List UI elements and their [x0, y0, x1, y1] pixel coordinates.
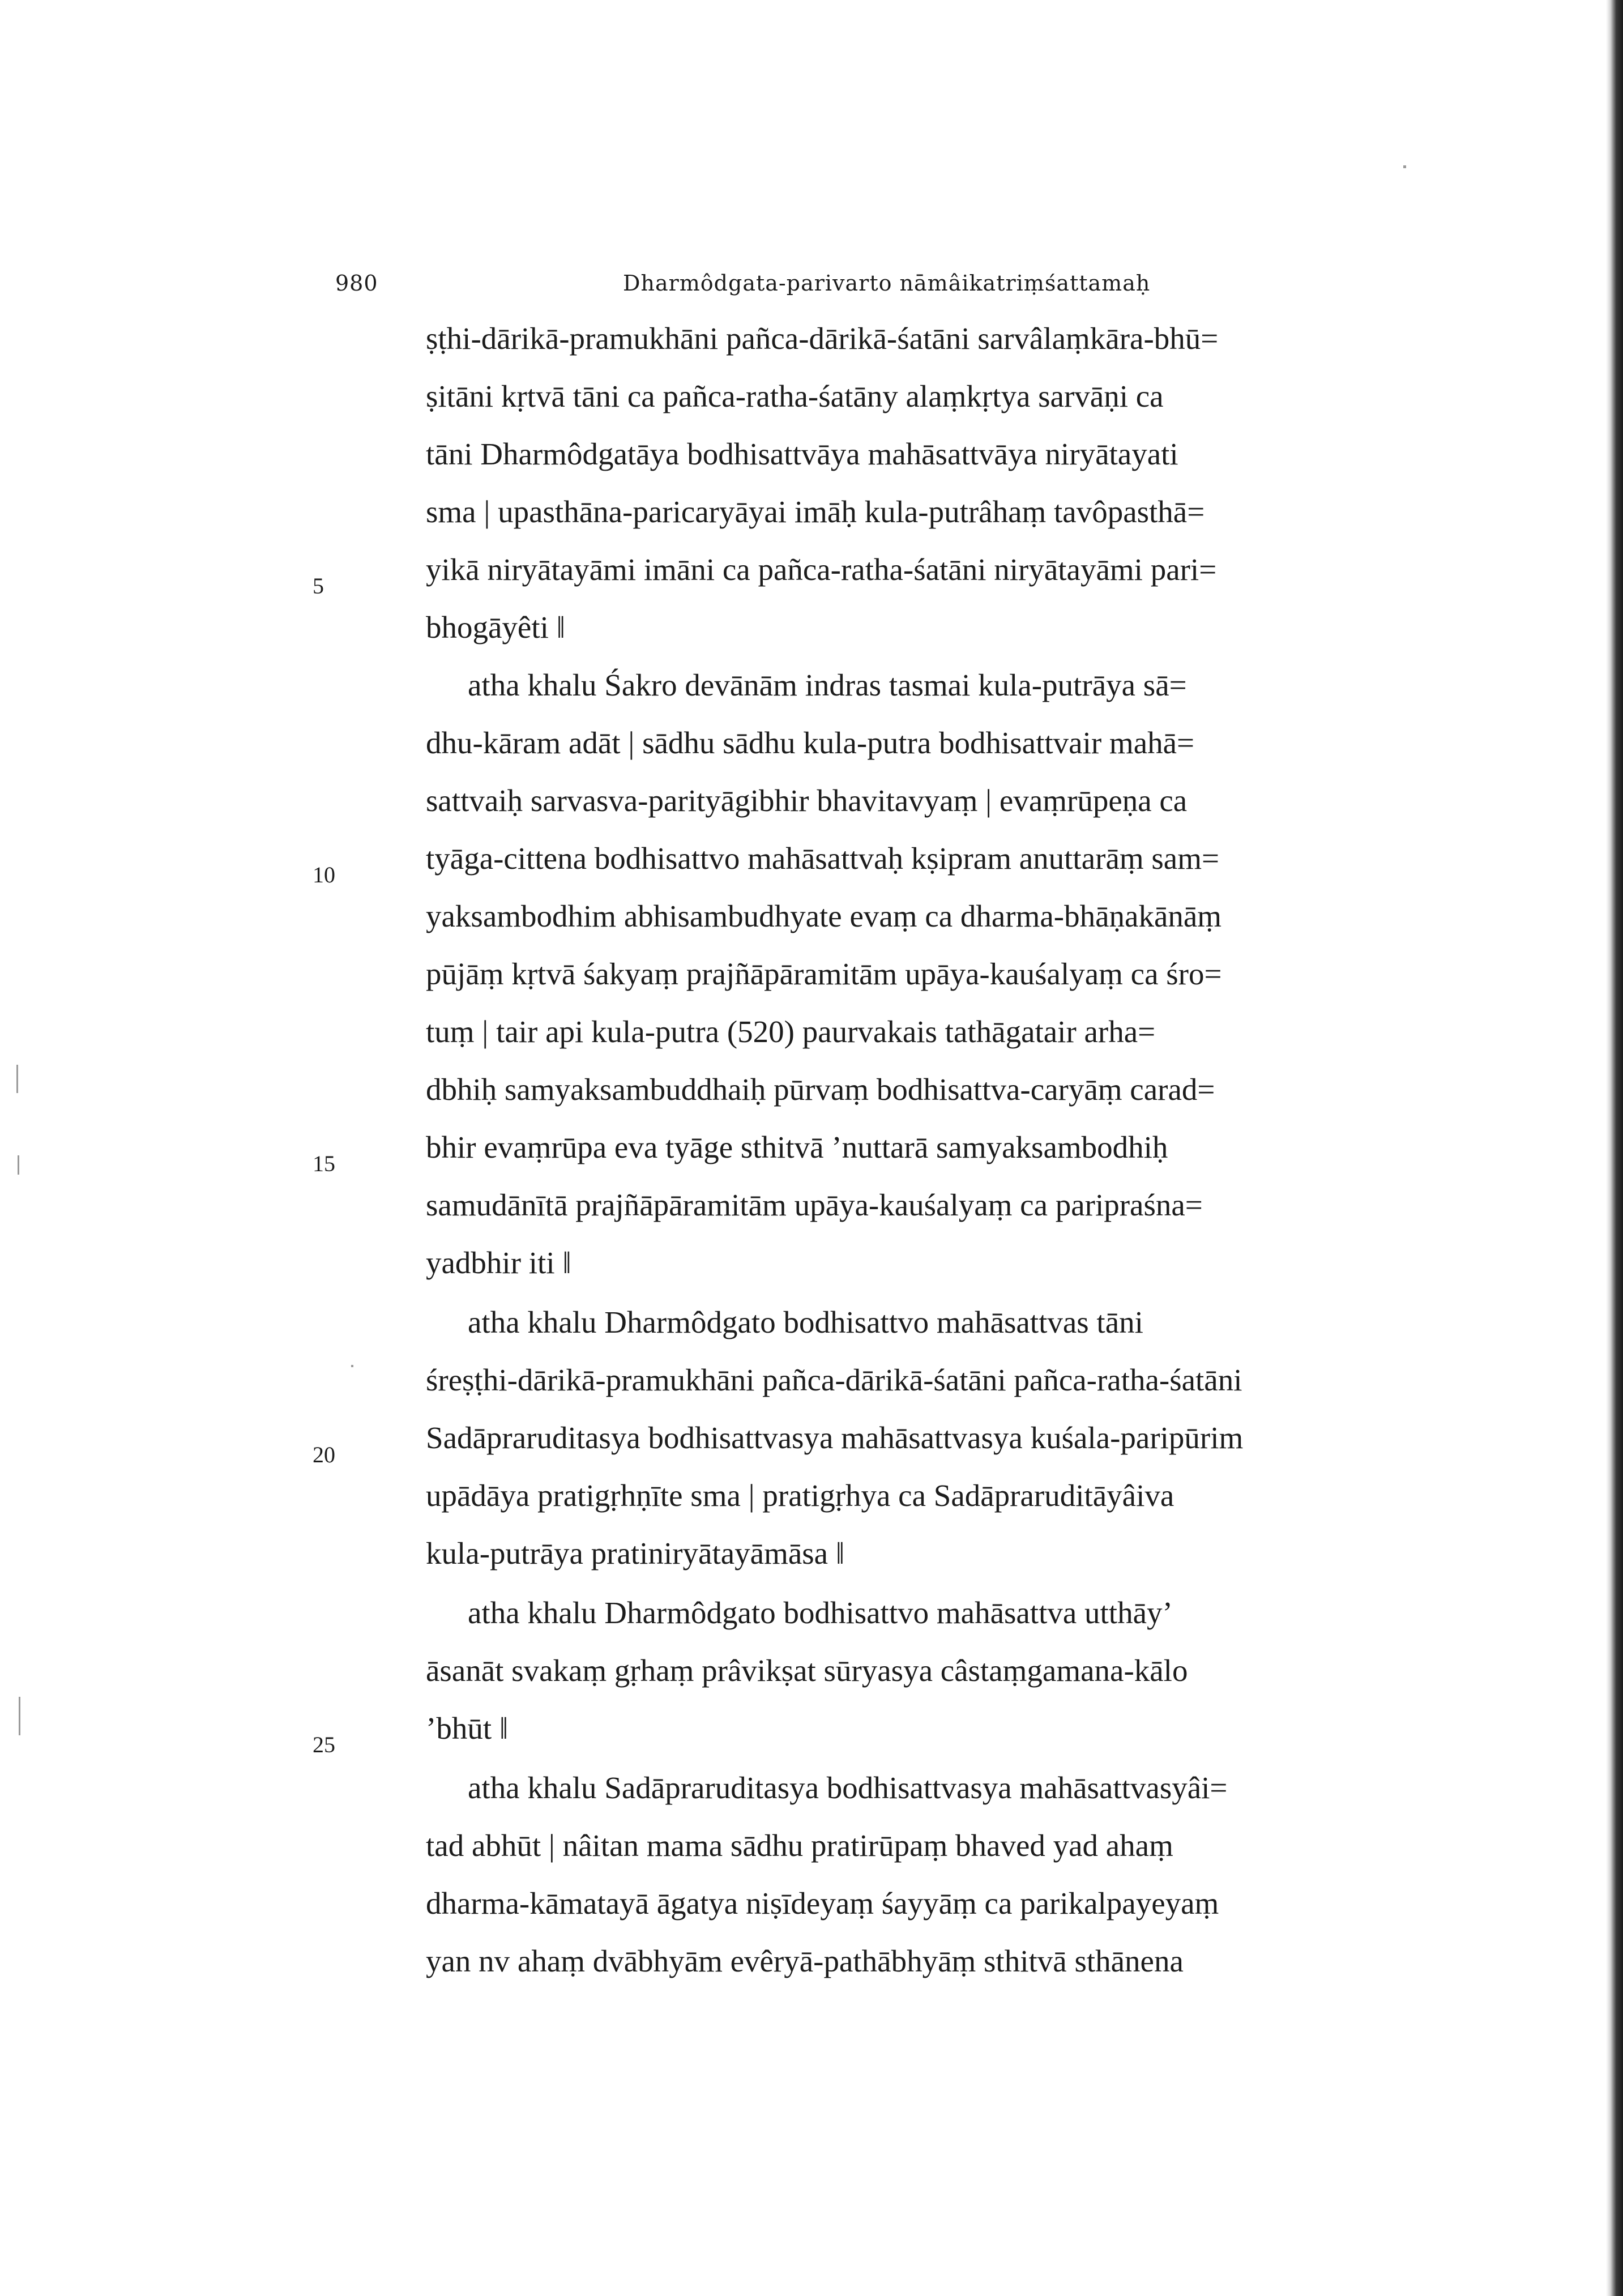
line-number-25: 25: [313, 1732, 335, 1757]
text-line-15: bhir evaṃrūpa eva tyāge sthitvā ’nuttarā samyaksambodhiḥ: [426, 1130, 1168, 1164]
text-line-29: yan nv ahaṃ dvābhyām evêryā-pathābhyāṃ sthitvā sthānena: [426, 1944, 1184, 1978]
text-line-24: āsanāt svakaṃ gṛhaṃ prâvikṣat sūryasya câstaṃgamana-kālo: [426, 1653, 1188, 1688]
scan-speck: [19, 1697, 20, 1735]
text-line-14: dbhiḥ samyaksambuddhaiḥ pūrvaṃ bodhisattva-caryāṃ carad=: [426, 1072, 1215, 1107]
text-line-27: tad abhūt | nâitan mama sādhu pratirūpaṃ bhaved yad ahaṃ: [426, 1828, 1173, 1863]
text-line-9: sattvaiḥ sarvasva-parityāgibhir bhavitavyaṃ | evaṃrūpeṇa ca: [426, 783, 1188, 818]
text-line-10: tyāga-cittena bodhisattvo mahāsattvaḥ kṣipram anuttarāṃ sam=: [426, 841, 1219, 876]
line-number-15: 15: [313, 1151, 335, 1176]
page-binding-shadow: [1606, 0, 1623, 2296]
text-line-20: Sadāpraruditasya bodhisattvasya mahāsattvasya kuśala-paripūrim: [426, 1420, 1244, 1455]
text-line-12: pūjāṃ kṛtvā śakyaṃ prajñāpāramitām upāya-kauśalyaṃ ca śro=: [426, 957, 1222, 991]
scan-speck: [18, 1155, 19, 1175]
text-line-26: atha khalu Sadāpraruditasya bodhisattvasya mahāsattvasyâi=: [468, 1770, 1228, 1805]
scan-speck: [1403, 165, 1406, 168]
text-line-2: ṣitāni kṛtvā tāni ca pañca-ratha-śatāny alaṃkṛtya sarvāṇi ca: [426, 379, 1164, 413]
text-line-8: dhu-kāram adāt | sādhu sādhu kula-putra bodhisattvair mahā=: [426, 725, 1195, 760]
line-number-10: 10: [313, 862, 335, 887]
text-line-22: kula-putrāya pratiniryātayāmāsa ‖: [426, 1536, 845, 1571]
text-line-3: tāni Dharmôdgatāya bodhisattvāya mahāsattvāya niryātayati: [426, 437, 1178, 471]
page-number: 980: [335, 271, 378, 296]
text-line-18: atha khalu Dharmôdgato bodhisattvo mahāsattvas tāni: [468, 1305, 1143, 1339]
text-line-21: upādāya pratigṛhṇīte sma | pratigṛhya ca Sadāpraruditāyâiva: [426, 1478, 1174, 1513]
text-line-11: yaksambodhim abhisambudhyate evaṃ ca dharma-bhāṇakānāṃ: [426, 899, 1222, 933]
line-number-5: 5: [313, 573, 324, 599]
text-line-25: ’bhūt ‖: [426, 1711, 509, 1746]
line-number-20: 20: [313, 1442, 335, 1467]
text-line-16: samudānītā prajñāpāramitām upāya-kauśalyaṃ ca paripraśna=: [426, 1188, 1203, 1222]
text-line-13: tuṃ | tair api kula-putra (520) paurvakais tathāgatair arha=: [426, 1014, 1156, 1049]
scan-speck: [351, 1365, 353, 1367]
text-line-7: atha khalu Śakro devānām indras tasmai kula-putrāya sā=: [468, 668, 1187, 702]
text-line-6: bhogāyêti ‖: [426, 610, 566, 645]
text-line-5: yikā niryātayāmi imāni ca pañca-ratha-śatāni niryātayāmi pari=: [426, 552, 1217, 587]
text-line-4: sma | upasthāna-paricaryāyai imāḥ kula-putrâhaṃ tavôpasthā=: [426, 494, 1205, 529]
text-line-28: dharma-kāmatayā āgatya niṣīdeyaṃ śayyāṃ ca parikalpayeyaṃ: [426, 1886, 1219, 1921]
text-line-23: atha khalu Dharmôdgato bodhisattvo mahāsattva utthāy’: [468, 1595, 1173, 1630]
scan-speck: [16, 1065, 18, 1093]
running-title: Dharmôdgata-parivarto nāmâikatriṃśattamaḥ: [623, 271, 1151, 296]
text-line-17: yadbhir iti ‖: [426, 1245, 571, 1280]
text-line-1: ṣṭhi-dārikā-pramukhāni pañca-dārikā-śatāni sarvâlaṃkāra-bhū=: [426, 321, 1219, 356]
text-line-19: śreṣṭhi-dārikā-pramukhāni pañca-dārikā-śatāni pañca-ratha-śatāni: [426, 1363, 1242, 1397]
